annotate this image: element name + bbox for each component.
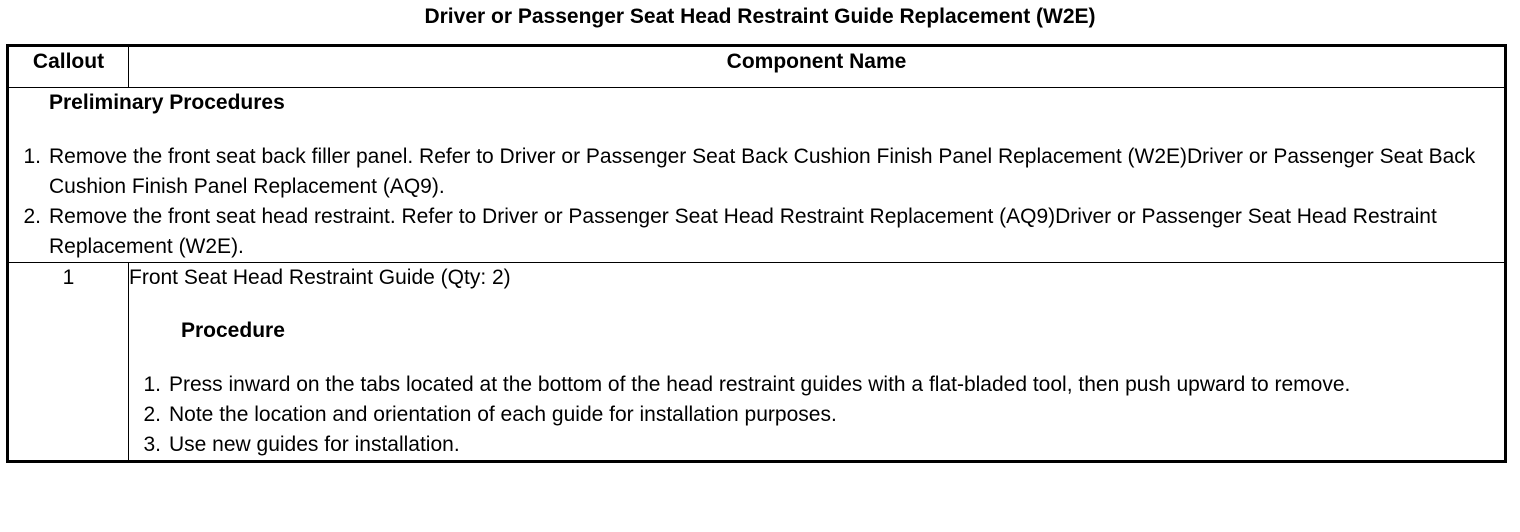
table-header-row xyxy=(8,46,1506,88)
preliminary-cell xyxy=(8,88,1506,263)
callout-number: 1 xyxy=(8,263,129,462)
preliminary-step xyxy=(9,142,1504,202)
preliminary-heading: Preliminary Procedures xyxy=(49,91,285,114)
procedure-heading: Procedure xyxy=(181,319,285,342)
step-text: Note the location and orientation of each guide for installation purposes. xyxy=(169,403,837,426)
procedure-step xyxy=(129,430,1504,460)
step-number: 1. xyxy=(143,373,161,396)
header-component-name: Component Name xyxy=(129,46,1506,88)
document-title: Driver or Passenger Seat Head Restraint Guide Replacement (W2E) xyxy=(424,5,1096,28)
step-text: Remove the front seat back filler panel. Refer to Driver or Passenger Seat Back Cushion Finish Panel Replacement (W2E)Driver or Passenger Seat Back Cushion Finish Panel Replacement (AQ9). xyxy=(49,145,1476,198)
component-name: Front Seat Head Restraint Guide (Qty: 2) xyxy=(129,266,511,289)
step-text: Use new guides for installation. xyxy=(169,433,460,456)
procedure-steps xyxy=(129,370,1504,460)
step-number: 2. xyxy=(143,403,161,426)
preliminary-row xyxy=(8,88,1506,263)
table-row xyxy=(8,263,1506,462)
step-text: Press inward on the tabs located at the bottom of the head restraint guides with a flat-bladed tool, then push upward to remove. xyxy=(169,373,1351,396)
procedure-table xyxy=(6,44,1507,463)
header-callout: Callout xyxy=(8,46,129,88)
procedure-step xyxy=(129,400,1504,430)
component-cell xyxy=(129,263,1506,462)
step-text: Remove the front seat head restraint. Refer to Driver or Passenger Seat Head Restraint Replacement (AQ9)Driver or Passenger Seat Head Restraint Replacement (W2E). xyxy=(49,205,1437,258)
step-number: 1. xyxy=(23,145,41,168)
procedure-step xyxy=(129,370,1504,400)
preliminary-step xyxy=(9,202,1504,262)
preliminary-steps xyxy=(9,142,1504,262)
step-number: 3. xyxy=(143,433,161,456)
step-number: 2. xyxy=(23,205,41,228)
